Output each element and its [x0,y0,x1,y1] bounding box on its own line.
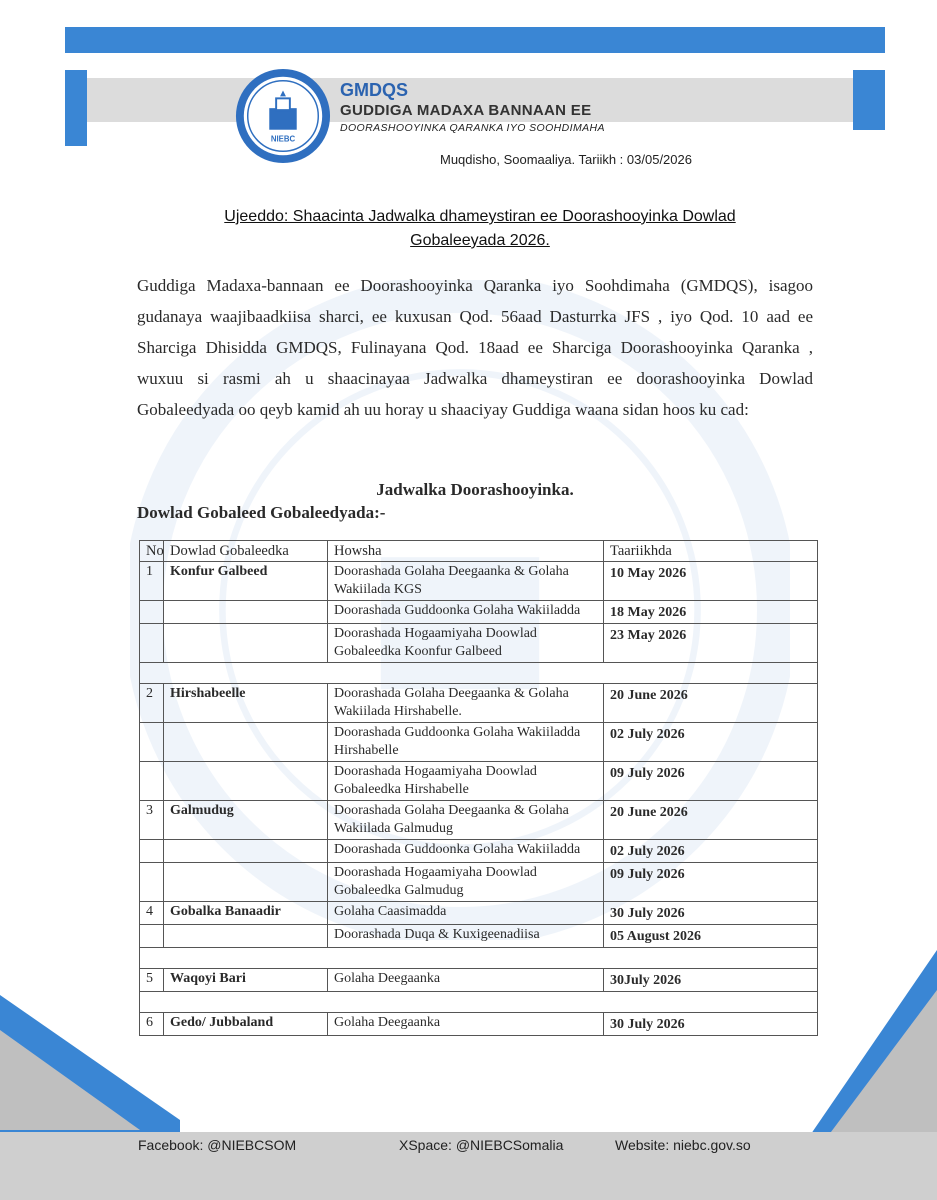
table-body [140,562,818,1036]
row-state: Hirshabeelle [164,684,328,723]
subject-line2: Gobaleeyada 2026. [410,232,550,249]
row-state: Waqoyi Bari [164,969,328,992]
row-number: 3 [140,801,164,840]
row-state: Konfur Galbeed [164,562,328,601]
table-row [140,840,818,863]
row-number: 2 [140,684,164,723]
niebc-seal-logo [234,67,332,165]
table-row [140,762,818,801]
table-spacer-row [140,663,818,684]
row-task: Golaha Deegaanka [328,1013,604,1036]
row-task: Golaha Deegaanka [328,969,604,992]
row-task: Doorashada Guddoonka Golaha Wakiiladda [328,840,604,863]
org-name-line2: DOORASHOOYINKA QARANKA IYO SOOHDIMAHA [340,122,605,134]
row-state: Gedo/ Jubbaland [164,1013,328,1036]
row-date: 23 May 2026 [604,624,818,663]
spacer-cell [140,992,818,1013]
row-date: 20 June 2026 [604,801,818,840]
row-state: Galmudug [164,801,328,840]
row-state [164,723,328,762]
header-task: Howsha [328,541,604,562]
row-task: Doorashada Guddoonka Golaha Wakiiladda Hirshabelle [328,723,604,762]
row-date: 10 May 2026 [604,562,818,601]
row-number [140,601,164,624]
table-row [140,562,818,601]
place-and-date: Muqdisho, Soomaaliya. Tariikh : 03/05/2026 [440,152,692,167]
row-state [164,601,328,624]
table-row [140,902,818,925]
footer-right-decoration [800,950,937,1150]
table-row [140,601,818,624]
row-number [140,863,164,902]
row-number [140,624,164,663]
footer-left-decoration [0,970,180,1150]
row-state [164,863,328,902]
footer-facebook: Facebook: @NIEBCSOM [138,1137,297,1153]
table-row [140,863,818,902]
row-state [164,762,328,801]
body-paragraph: Guddiga Madaxa-bannaan ee Doorashooyinka Qaranka iyo Soohdimaha (GMDQS), isagoo gudanaya waajibaadkiisa sharci, ee kuxusan Qod. 56aad Dasturrka JFS , iyo Qod. 10 aad ee Sharciga Dhisidda GMDQS, Fulinayana Qod. 18aad ee Sharciga Doorashooyinka Qaranka , wuxuu si rasmi ah u shaacinayaa Jadwalka dhameystiran ee doorashooyinka Dowlad Gobaleedyada oo qeyb kamid ah uu horay u shaaciyay Guddiga waana sidan hoos ku cad: [137,276,813,419]
table-header-row [140,541,818,562]
row-task: Doorashada Guddoonka Golaha Wakiiladda [328,601,604,624]
subject-line1: Ujeeddo: Shaacinta Jadwalka dhameystiran ee Doorashooyinka Dowlad [224,208,736,225]
row-date: 02 July 2026 [604,840,818,863]
table-row [140,1013,818,1036]
row-number [140,762,164,801]
table-spacer-row [140,948,818,969]
table-spacer-row [140,992,818,1013]
table-row [140,925,818,948]
row-date: 02 July 2026 [604,723,818,762]
footer-xspace: XSpace: @NIEBCSomalia [399,1137,564,1153]
row-task: Doorashada Hogaamiyaha Doowlad Gobaleedka Galmudug [328,863,604,902]
footer-website: Website: niebc.gov.so [615,1137,751,1153]
row-task: Doorashada Duqa & Kuxigeenadiisa [328,925,604,948]
row-task: Doorashada Hogaamiyaha Doowlad Gobaleedka Koonfur Galbeed [328,624,604,663]
spacer-cell [140,663,818,684]
row-task: Doorashada Golaha Deegaanka & Golaha Wakiilada Hirshabelle. [328,684,604,723]
header-left-accent [65,70,87,146]
row-date: 30 July 2026 [604,1013,818,1036]
table-row [140,624,818,663]
row-state [164,840,328,863]
row-date: 05 August 2026 [604,925,818,948]
row-number: 4 [140,902,164,925]
org-name-line1: GUDDIGA MADAXA BANNAAN EE [340,102,592,119]
table-row [140,723,818,762]
header-no: No [140,541,164,562]
row-date: 30July 2026 [604,969,818,992]
header-right-accent [853,70,885,130]
row-task: Doorashada Hogaamiyaha Doowlad Gobaleedka Hirshabelle [328,762,604,801]
row-number: 6 [140,1013,164,1036]
header-date: Taariikhda [604,541,818,562]
svg-text:NIEBC: NIEBC [270,134,296,144]
subject-heading [150,205,810,253]
row-date: 09 July 2026 [604,762,818,801]
table-row [140,801,818,840]
row-state [164,624,328,663]
row-task: Golaha Caasimadda [328,902,604,925]
schedule-title: Jadwalka Doorashooyinka. [376,480,574,499]
row-number [140,723,164,762]
row-number: 1 [140,562,164,601]
row-number: 5 [140,969,164,992]
schedule-table [139,540,818,1036]
header-top-band [65,27,885,53]
table-row [140,969,818,992]
table-row [140,684,818,723]
row-task: Doorashada Golaha Deegaanka & Golaha Wakiilada Galmudug [328,801,604,840]
schedule-subtitle: Dowlad Gobaleed Gobaleedyada:- [137,503,386,522]
row-date: 18 May 2026 [604,601,818,624]
header-state: Dowlad Gobaleedka [164,541,328,562]
row-date: 09 July 2026 [604,863,818,902]
row-date: 30 July 2026 [604,902,818,925]
org-abbreviation: GMDQS [340,80,409,100]
row-state: Gobalka Banaadir [164,902,328,925]
row-number [140,925,164,948]
row-state [164,925,328,948]
row-number [140,840,164,863]
row-task: Doorashada Golaha Deegaanka & Golaha Wakiilada KGS [328,562,604,601]
spacer-cell [140,948,818,969]
row-date: 20 June 2026 [604,684,818,723]
